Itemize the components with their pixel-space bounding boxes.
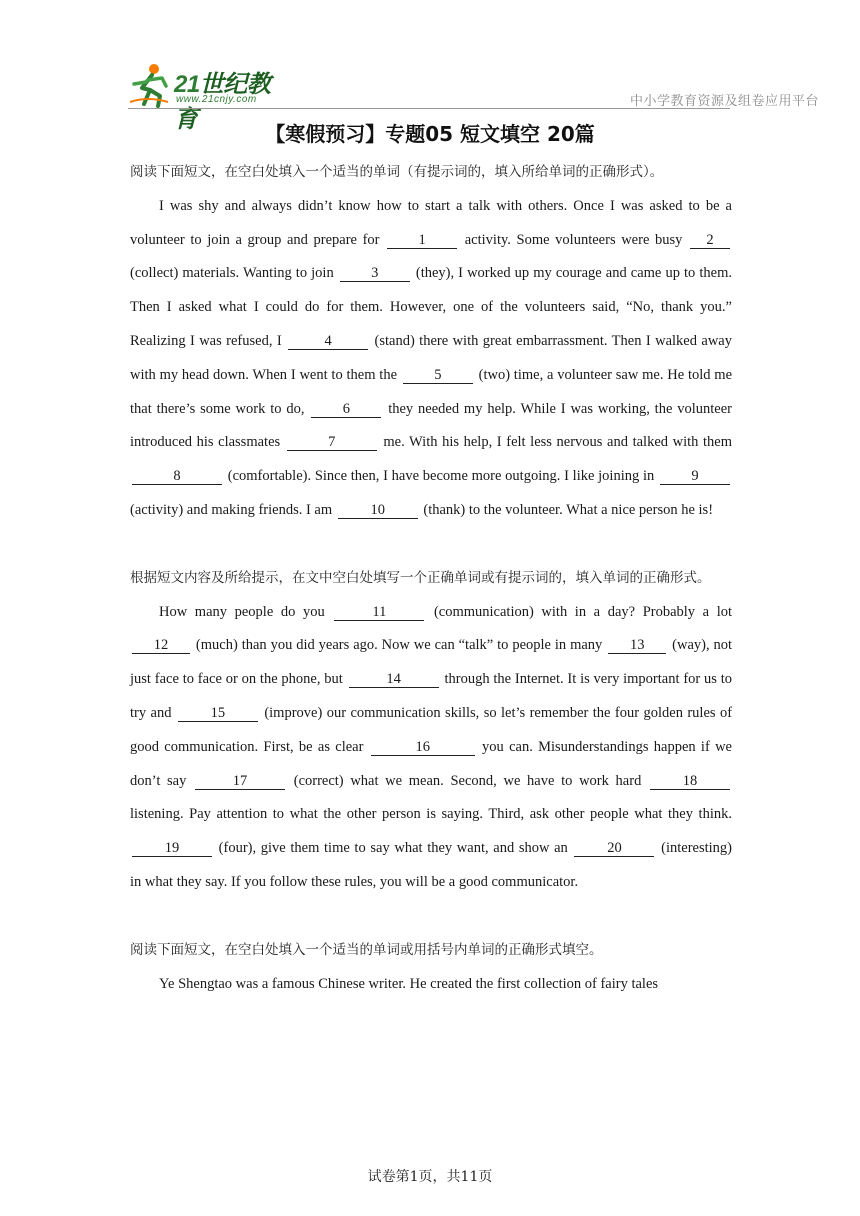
blank-13[interactable]: 13 [608,638,666,654]
passage-text: they needed my help. While I was working, the volunteer introduced his classmates [130,400,732,451]
document-title: 【寒假预习】专题05 短文填空 20篇 [265,122,595,146]
blank-16[interactable]: 16 [371,740,475,756]
section1-instruction: 阅读下面短文，在空白处填入一个适当的单词（有提示词的，填入所给单词的正确形式）。 [130,164,664,180]
blank-18[interactable]: 18 [650,774,730,790]
blank-17[interactable]: 17 [195,774,285,790]
passage-text: (four), give them time to say what they want, and show an [218,840,568,857]
passage-text: Ye Shengtao was a famous Chinese writer. He created the first collection of fairy tales [159,975,659,992]
passage-text: (interesting) in what they say. If you follow these rules, you will be a good communicator. [130,840,732,890]
section2-instruction: 根据短文内容及所给提示，在文中空白处填写一个正确单词或有提示词的，填入单词的正确形式。 [130,569,711,586]
passage-text: (thank) to the volunteer. What a nice person he is! [423,501,714,518]
section3-passage [130,968,732,1002]
blank-19[interactable]: 19 [132,841,212,857]
blank-9[interactable]: 9 [660,469,730,485]
section2-passage [130,596,732,900]
passage-text: (way), not just face to face or on the phone, but [130,637,733,688]
blank-3[interactable]: 3 [340,266,410,282]
platform-name: 中小学教育资源及组卷应用平台 [629,94,819,109]
blank-8[interactable]: 8 [132,469,222,485]
blank-15[interactable]: 15 [178,706,258,722]
passage-text: through the Internet. It is very important for us to try and [130,671,733,721]
passage-text: I was shy and always didn’t know how to start a talk with others. Once I was asked to be a volunteer to join a group and prepare for [130,197,732,248]
blank-20[interactable]: 20 [574,841,654,857]
header-divider [128,108,730,109]
passage-text: listening. Pay attention to what the other person is saying. Third, ask other people what they think. [130,806,732,823]
logo-url: www.21cnjy.com [176,94,257,105]
passage-text: (correct) what we mean. Second, we have to work hard [293,772,642,789]
blank-7[interactable]: 7 [287,435,377,451]
blank-11[interactable]: 11 [334,605,424,621]
section3-instruction: 阅读下面短文，在空白处填入一个适当的单词或用括号内单词的正确形式填空。 [130,941,603,958]
passage-text: How many people do you [159,603,325,620]
passage-text: (much) than you did years ago. Now we can “talk” to people in many [195,637,603,654]
blank-14[interactable]: 14 [349,672,439,688]
passage-text: you can. Misunderstandings happen if we don’t say [130,738,732,789]
passage-text: me. With his help, I felt less nervous and talked with them [383,434,732,451]
section-spacer [130,528,732,562]
logo-number: 21 [174,71,200,98]
page-header [0,0,860,133]
blank-4[interactable]: 4 [288,334,368,350]
site-logo [128,62,288,133]
runner-logo-icon [128,62,172,108]
section1-passage [130,190,732,528]
passage-text: (improve) our communication skills, so let’s remember the four golden rules of good communication. First, be as clear [130,704,733,755]
passage-text: (collect) materials. Wanting to join [130,265,334,282]
section-spacer [130,900,732,934]
blank-1[interactable]: 1 [387,233,457,249]
blank-12[interactable]: 12 [132,638,190,654]
passage-text: activity. Some volunteers were busy [464,231,683,248]
passage-text: (activity) and making friends. I am [130,501,333,518]
logo-chinese: 世纪教育 [174,71,271,133]
page-footer: 试卷第1页，共11页 [367,1169,493,1185]
passage-text: (two) time, a volunteer saw me. He told me that there’s some work to do, [130,366,733,417]
passage-text: (communication) with in a day? Probably a lot [433,603,733,620]
passage-text: (stand) there with great embarrassment. Then I walked away with my head down. When I went to them the [130,332,732,383]
blank-2[interactable]: 2 [690,233,730,249]
passage-text: (they), I worked up my courage and came up to them. Then I asked what I could do for them. However, one of the volunteers said, “No, thank you.” Realizing I was refused, I [130,265,732,349]
document-body [130,156,732,1001]
blank-5[interactable]: 5 [403,368,473,384]
blank-6[interactable]: 6 [311,402,381,418]
passage-text: (comfortable). Since then, I have become more outgoing. I like joining in [227,468,655,485]
blank-10[interactable]: 10 [338,503,418,519]
